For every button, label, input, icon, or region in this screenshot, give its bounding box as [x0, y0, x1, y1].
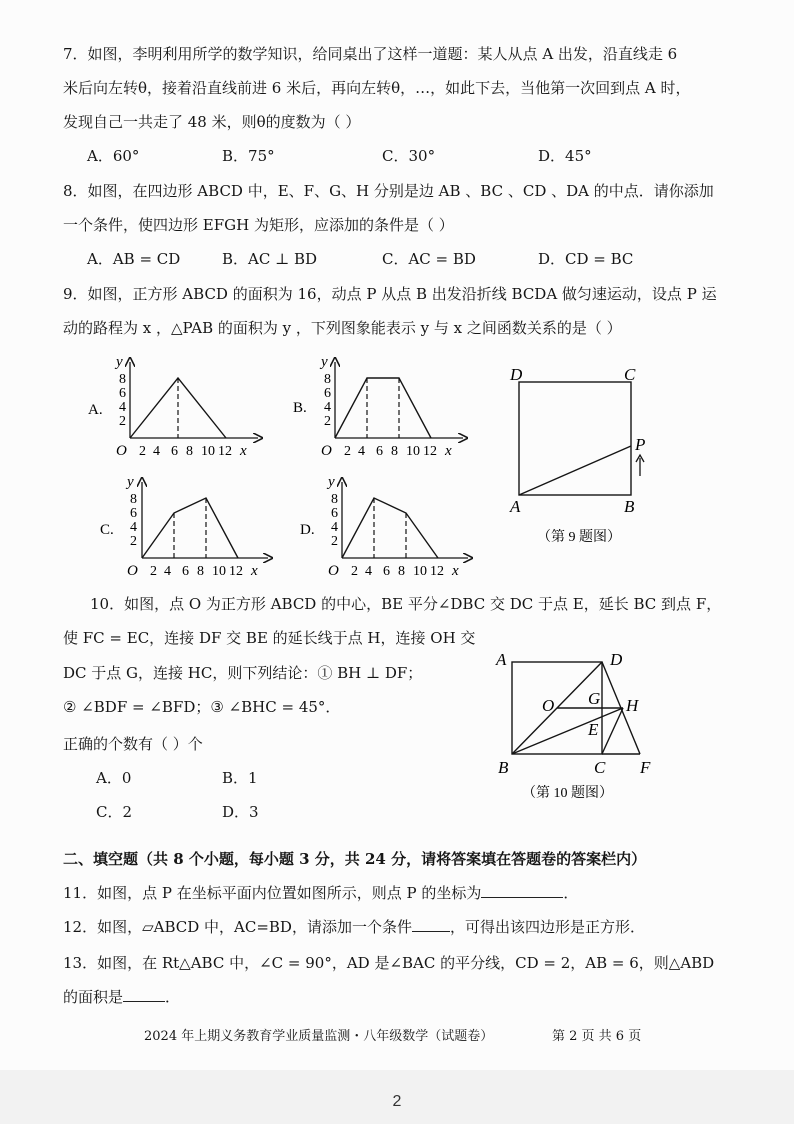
q8-option-a: A．AB = CD [87, 250, 181, 268]
graph-a-xtick-4: 4 [153, 444, 160, 459]
q10-segment-bh [512, 708, 623, 754]
graph-a-x-label: x [240, 443, 247, 459]
graph-c-xtick-12: 12 [229, 564, 243, 579]
graph-d-xtick-10: 10 [413, 564, 427, 579]
graph-d-origin: O [328, 563, 339, 579]
q9-point-p: P [635, 435, 646, 454]
graph-c-ytick-4: 4 [130, 520, 137, 535]
q8-line2: 一个条件，使四边形 EFGH 为矩形，应添加的条件是（ ） [63, 216, 454, 234]
graph-c-xtick-10: 10 [212, 564, 226, 579]
page-number: 2 [392, 1093, 402, 1110]
graph-a-xtick-8: 8 [186, 444, 193, 459]
graph-c-xtick-8: 8 [197, 564, 204, 579]
graph-b-ytick-2: 2 [324, 414, 331, 429]
graph-d-xtick-6: 6 [383, 564, 390, 579]
q10-point-f: F [640, 758, 651, 777]
graph-d-xtick-4: 4 [365, 564, 372, 579]
graph-c-y-label: y [127, 474, 134, 490]
q11 [63, 883, 578, 903]
graph-d-ytick-8: 8 [331, 492, 338, 507]
graph-d-xtick-8: 8 [398, 564, 405, 579]
q10-line5: 正确的个数有（ ）个 [63, 735, 203, 753]
q10-point-o: O [542, 696, 555, 715]
graph-b-ytick-8: 8 [324, 372, 331, 387]
q12-text: 12．如图，▱ABCD 中，AC=BD，请添加一个条件 [63, 918, 412, 936]
graph-a-ytick-4: 4 [119, 400, 126, 415]
q10-figure [490, 645, 680, 810]
q9-square [519, 382, 631, 495]
q11-end: ． [563, 884, 579, 902]
graph-b-xtick-12: 12 [423, 444, 437, 459]
q13-line1: 13．如图，在 Rt△ABC 中，∠C = 90°，AD 是∠BAC 的平分线，CD = 2，AB = 6，则△ABD [63, 954, 715, 972]
q10-line4: ② ∠BDF = ∠BFD；③ ∠BHC = 45°． [63, 698, 341, 716]
graph-c-ytick-8: 8 [130, 492, 137, 507]
graph-c-xtick-2: 2 [150, 564, 157, 579]
q9-point-b: B [624, 497, 635, 516]
graph-b-xtick-10: 10 [406, 444, 420, 459]
graph-d-ytick-4: 4 [331, 520, 338, 535]
q13-answer-blank[interactable] [123, 987, 165, 1002]
q13-line2 [63, 987, 180, 1007]
graph-c-ytick-2: 2 [130, 534, 137, 549]
graph-c-xtick-6: 6 [182, 564, 189, 579]
graph-a [88, 354, 258, 459]
graph-a-xtick-6: 6 [171, 444, 178, 459]
q10-point-e: E [588, 720, 599, 739]
q7-option-b: B．75° [222, 147, 275, 165]
q9-segment-ap [519, 446, 631, 495]
q7-option-a: A．60° [87, 147, 140, 165]
graph-b-origin: O [321, 443, 332, 459]
q10-point-b: B [498, 758, 509, 777]
footer-exam-title: 2024 年上期义务教育学业质量监测・八年级数学（试题卷） [144, 1029, 494, 1044]
q10-option-d: D．3 [222, 803, 259, 821]
graph-a-ytick-6: 6 [119, 386, 126, 401]
graph-a-xtick-2: 2 [139, 444, 146, 459]
graph-b-xtick-6: 6 [376, 444, 383, 459]
graph-d-ytick-6: 6 [331, 506, 338, 521]
q10-point-a: A [496, 650, 507, 669]
q8-option-c: C．AC = BD [382, 250, 476, 268]
q10-line1: 10．如图，点 O 为正方形 ABCD 的中心，BE 平分∠DBC 交 DC 于点 E，延长 BC 到点 F， [90, 595, 722, 613]
graph-d-curve [342, 498, 438, 558]
q9-caption: （第 9 题图） [537, 530, 621, 545]
graph-c-label: C. [100, 522, 114, 538]
graph-d-y-label: y [328, 474, 335, 490]
graph-b-xtick-4: 4 [358, 444, 365, 459]
q7-option-d: D．45° [538, 147, 592, 165]
graph-c-origin: O [127, 563, 138, 579]
graph-a-origin: O [116, 443, 127, 459]
q10-line3: DC 于点 G，连接 HC，则下列结论：① BH ⊥ DF； [63, 664, 423, 682]
q9-point-d: D [510, 365, 523, 384]
q12 [63, 917, 645, 937]
graph-b-y-label: y [321, 354, 328, 370]
q9-line2: 动的路程为 x ，△PAB 的面积为 y ，下列图象能表示 y 与 x 之间函数关系的是（ ） [63, 319, 622, 337]
graph-c-curve [142, 498, 238, 558]
graph-a-label: A. [88, 402, 103, 418]
graph-c [100, 474, 268, 579]
graph-b-ytick-4: 4 [324, 400, 331, 415]
graph-d-ytick-2: 2 [331, 534, 338, 549]
graph-c-ytick-6: 6 [130, 506, 137, 521]
graph-b-xtick-2: 2 [344, 444, 351, 459]
graph-b-curve [335, 378, 431, 438]
q8-option-b: B．AC ⊥ BD [222, 250, 318, 268]
q11-answer-blank[interactable] [481, 883, 563, 898]
q10-point-c: C [594, 758, 606, 777]
q7-line1: 7．如图，李明利用所学的数学知识，给同桌出了这样一道题：某人从点 A 出发，沿直线走 6 [63, 45, 678, 63]
q10-option-b: B．1 [222, 769, 258, 787]
q10-option-c: C．2 [96, 803, 133, 821]
q13-end: ． [165, 988, 181, 1006]
q7-line2: 米后向左转θ，接着沿直线前进 6 米后，再向左转θ，…，如此下去，当他第一次回到点 A 时， [63, 79, 691, 97]
q8-line1: 8．如图，在四边形 ABCD 中，E、F、G、H 分别是边 AB 、BC 、CD 、DA 的中点．请你添加 [63, 182, 714, 200]
q12-answer-blank[interactable] [412, 917, 450, 932]
graph-c-xtick-4: 4 [164, 564, 171, 579]
q9-point-a: A [510, 497, 521, 516]
graph-a-xtick-10: 10 [201, 444, 215, 459]
graph-b-ytick-6: 6 [324, 386, 331, 401]
q9-line1: 9．如图，正方形 ABCD 的面积为 16，动点 P 从点 B 出发沿折线 BCDA 做匀速运动，设点 P 运 [63, 285, 717, 303]
graph-a-ytick-2: 2 [119, 414, 126, 429]
q8-option-d: D．CD = BC [538, 250, 634, 268]
q10-caption: （第 10 题图） [522, 786, 613, 801]
graph-d-xtick-2: 2 [351, 564, 358, 579]
q7-line3: 发现自己一共走了 48 米，则θ的度数为（ ） [63, 113, 361, 131]
q9-graphs [80, 350, 480, 585]
graph-d [300, 474, 468, 579]
q9-point-c: C [624, 365, 636, 384]
q10-option-a: A．0 [96, 769, 132, 787]
q11-text: 11．如图，点 P 在坐标平面内位置如图所示，则点 P 的坐标为 [63, 884, 482, 902]
graph-a-xtick-12: 12 [218, 444, 232, 459]
q9-figure [500, 358, 670, 553]
graph-d-label: D. [300, 522, 315, 538]
section2-heading: 二、填空题（共 8 个小题，每小题 3 分，共 24 分，请将答案填在答题卷的答案栏内） [63, 850, 647, 868]
graph-b-xtick-8: 8 [391, 444, 398, 459]
graph-a-y-label: y [116, 354, 123, 370]
q12-end: ，可得出该四边形是正方形． [449, 918, 645, 936]
graph-c-x-label: x [251, 563, 258, 579]
q10-point-g: G [588, 689, 601, 708]
q7-option-c: C．30° [382, 147, 436, 165]
graph-b [293, 354, 463, 459]
q10-line2: 使 FC = EC，连接 DF 交 BE 的延长线于点 H，连接 OH 交 [63, 629, 476, 647]
graph-d-x-label: x [452, 563, 459, 579]
q13-text: 的面积是 [63, 988, 124, 1006]
graph-b-label: B. [293, 400, 307, 416]
q10-point-h: H [626, 696, 639, 715]
graph-a-ytick-8: 8 [119, 372, 126, 387]
graph-b-x-label: x [445, 443, 452, 459]
footer-page-info: 第 2 页 共 6 页 [552, 1029, 642, 1044]
graph-d-xtick-12: 12 [430, 564, 444, 579]
q10-point-d: D [610, 650, 623, 669]
